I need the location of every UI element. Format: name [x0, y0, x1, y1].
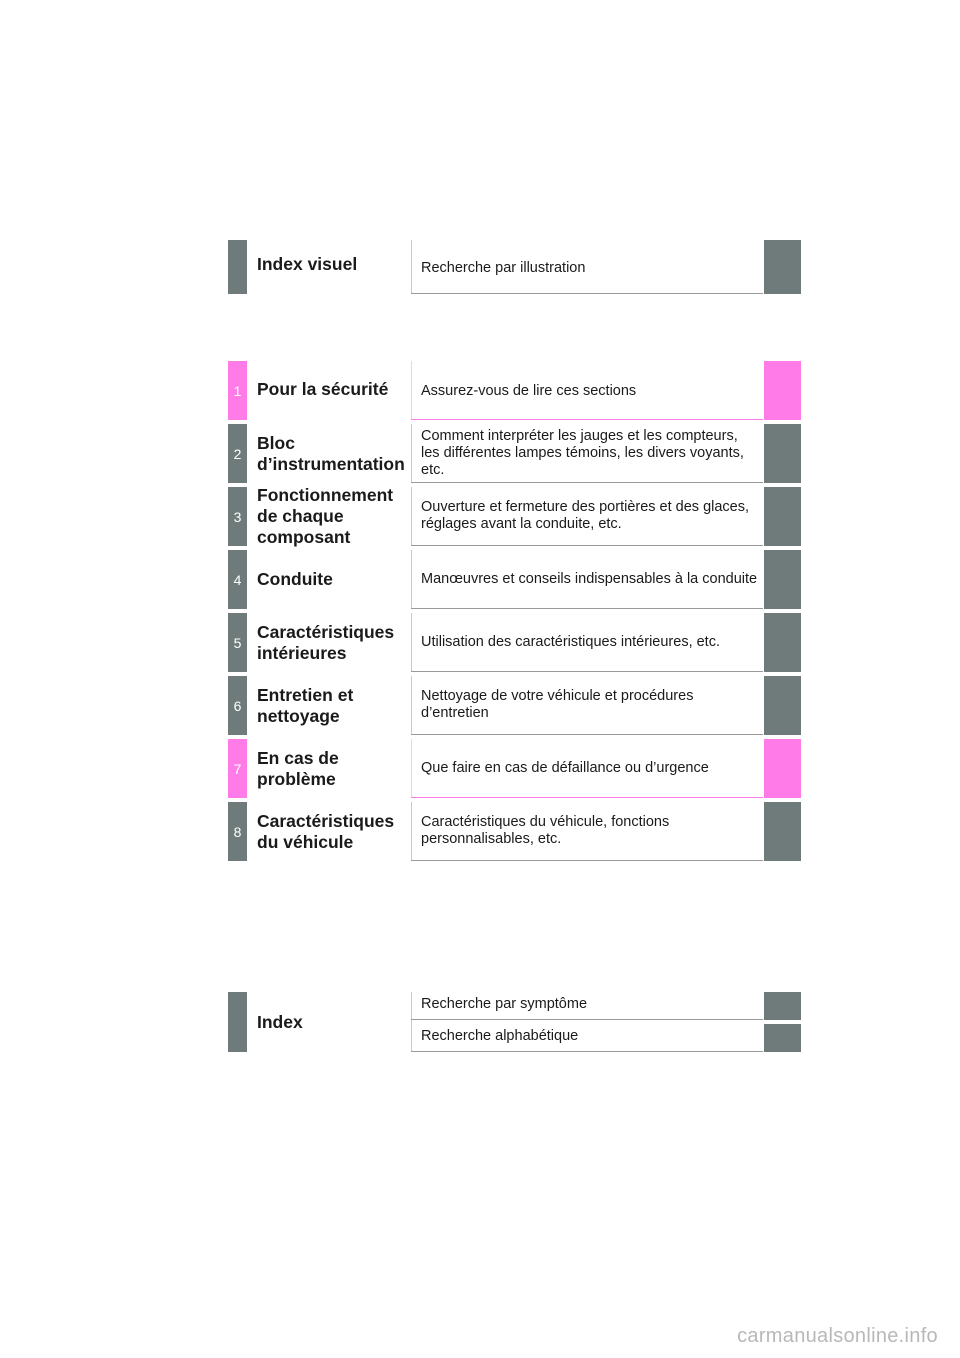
section-title: Index visuel: [257, 254, 358, 274]
chapter-description: Ouverture et fermeture des portières et des glaces, réglages avant la conduite, etc.: [411, 487, 763, 546]
chapter-number: 8: [228, 802, 247, 861]
chapter-description: Assurez-vous de lire ces sections: [411, 361, 763, 420]
thumb-tab[interactable]: [764, 487, 801, 546]
index-item-label: Recherche par symptôme: [411, 992, 763, 1020]
chapter-title: En cas de problème: [257, 747, 339, 789]
thumb-tab[interactable]: [764, 802, 801, 861]
thumb-tab[interactable]: [764, 240, 801, 294]
section-tab: [228, 240, 247, 294]
chapter-row-5[interactable]: [228, 613, 801, 672]
visual-index-row[interactable]: [228, 240, 801, 294]
chapter-title: Pour la sécurité: [257, 379, 389, 399]
thumb-tab[interactable]: [764, 676, 801, 735]
chapter-row-3[interactable]: [228, 487, 801, 546]
chapter-description: Manœuvres et conseils indispensables à la conduite: [411, 550, 763, 609]
chapter-number: 3: [228, 487, 247, 546]
chapter-number: 5: [228, 613, 247, 672]
section-title: Index: [257, 1011, 303, 1032]
thumb-tab[interactable]: [764, 361, 801, 420]
index-item-alphabetical[interactable]: [228, 1024, 801, 1052]
chapter-number: 2: [228, 424, 247, 483]
chapter-row-7[interactable]: [228, 739, 801, 798]
chapter-number: 7: [228, 739, 247, 798]
chapter-title: Bloc d’instrumentation: [257, 432, 405, 474]
chapter-description: Utilisation des caractéristiques intérieures, etc.: [411, 613, 763, 672]
chapter-description: Que faire en cas de défaillance ou d’urgence: [411, 739, 763, 798]
chapter-number: 1: [228, 361, 247, 420]
chapter-number: 4: [228, 550, 247, 609]
chapter-row-2[interactable]: [228, 424, 801, 483]
index-item-label: Recherche alphabétique: [411, 1024, 763, 1052]
chapter-row-1[interactable]: [228, 361, 801, 420]
chapter-title: Fonctionnement de chaque composant: [257, 485, 394, 547]
chapter-title: Caractéristiques du véhicule: [257, 810, 395, 852]
chapter-description: Caractéristiques du véhicule, fonctions personnalisables, etc.: [411, 802, 763, 861]
chapter-description: Comment interpréter les jauges et les compteurs, les différentes lampes témoins, les divers voyants, etc.: [411, 424, 763, 483]
chapter-description: Nettoyage de votre véhicule et procédures d’entretien: [411, 676, 763, 735]
thumb-tab[interactable]: [764, 424, 801, 483]
chapter-row-6[interactable]: [228, 676, 801, 735]
section-description: Recherche par illustration: [411, 240, 763, 294]
chapter-title: Caractéristiques intérieures: [257, 621, 395, 663]
thumb-tab[interactable]: [764, 550, 801, 609]
watermark: carmanualsonline.info: [737, 1325, 938, 1347]
chapter-row-4[interactable]: [228, 550, 801, 609]
chapter-title: Conduite: [257, 569, 333, 589]
chapter-title: Entretien et nettoyage: [257, 684, 354, 726]
chapter-number: 6: [228, 676, 247, 735]
thumb-tab[interactable]: [764, 1024, 801, 1052]
chapter-row-8[interactable]: [228, 802, 801, 861]
index-item-symptom[interactable]: [228, 992, 801, 1020]
index-row: [228, 992, 801, 1052]
thumb-tab[interactable]: [764, 992, 801, 1020]
thumb-tab[interactable]: [764, 739, 801, 798]
thumb-tab[interactable]: [764, 613, 801, 672]
